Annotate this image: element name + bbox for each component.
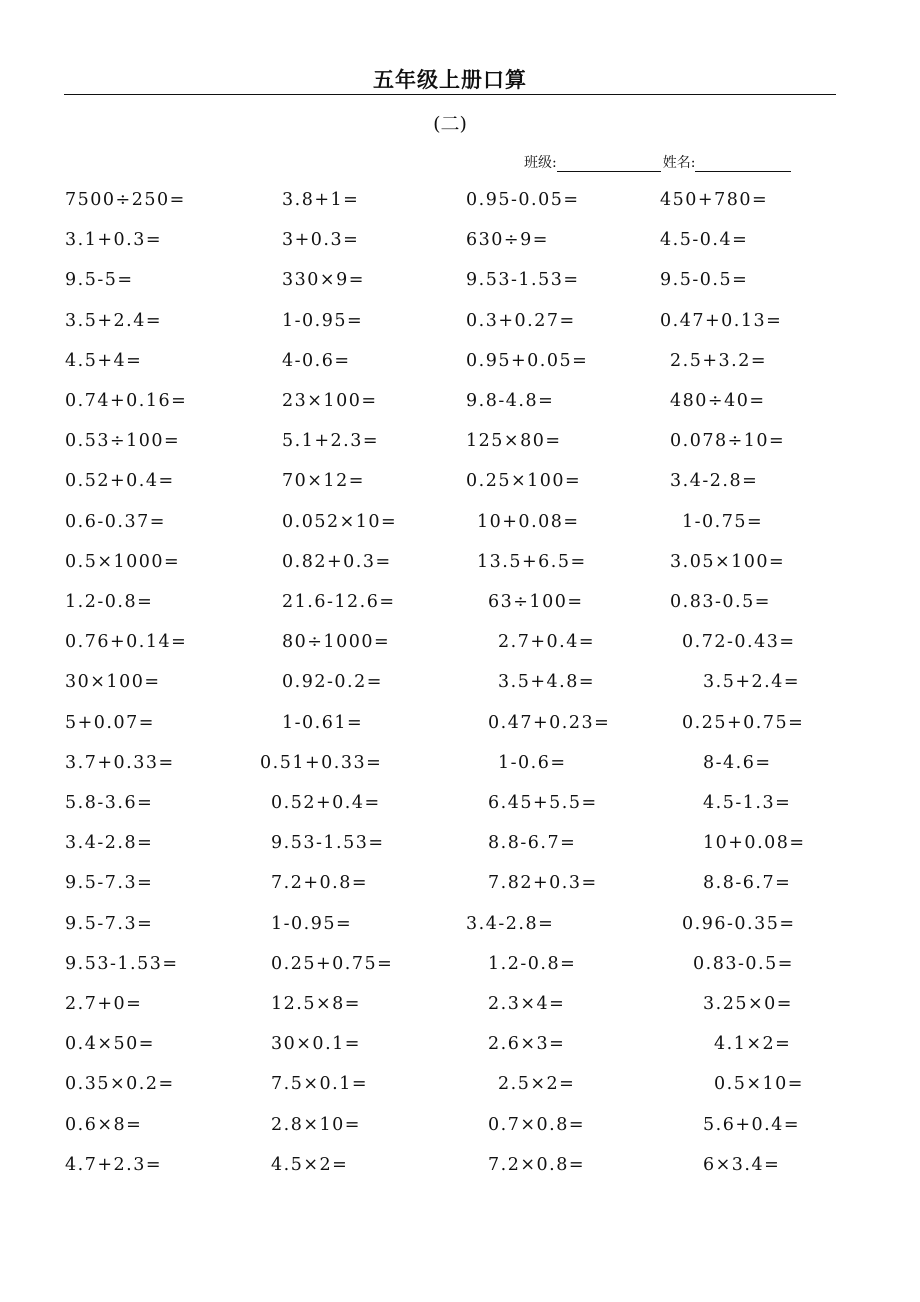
problem-r12-c3: 2.7+0.4= — [498, 632, 595, 653]
problem-r21-c3: 2.3×4= — [488, 994, 566, 1014]
problem-r18-c1: 9.5-7.3= — [65, 873, 154, 894]
problem-r23-c1: 0.35×0.2= — [65, 1074, 175, 1095]
problem-r20-c2: 0.25+0.75= — [271, 953, 394, 974]
problem-r7-c4: 0.078÷10= — [670, 431, 786, 452]
problem-r7-c3: 125×80= — [466, 431, 562, 452]
problem-r2-c1: 3.1+0.3= — [65, 230, 162, 251]
problem-r1-c2: 3.8+1= — [282, 190, 360, 210]
problem-r24-c4: 5.6+0.4= — [703, 1114, 800, 1135]
problem-r10-c1: 0.5×1000= — [65, 551, 181, 572]
problem-r3-c1: 9.5-5= — [65, 270, 134, 291]
problem-r6-c1: 0.74+0.16= — [65, 391, 188, 411]
problem-r5-c4: 2.5+3.2= — [670, 350, 767, 371]
problem-r4-c3: 0.3+0.27= — [466, 310, 576, 331]
problem-r24-c3: 0.7×0.8= — [488, 1114, 585, 1135]
problem-r3-c2: 330×9= — [282, 270, 365, 291]
problem-r15-c4: 8-4.6= — [703, 752, 772, 773]
problem-r2-c4: 4.5-0.4= — [660, 230, 749, 251]
page-title: 五年级上册口算 — [373, 67, 527, 92]
problem-r6-c4: 480÷40= — [670, 391, 766, 411]
problem-r11-c3: 63÷100= — [488, 592, 584, 612]
problem-r10-c2: 0.82+0.3= — [282, 551, 392, 572]
class-label: 班级: — [524, 155, 557, 171]
problem-r21-c1: 2.7+0= — [65, 994, 143, 1014]
problem-r9-c4: 1-0.75= — [682, 511, 764, 532]
problem-r18-c2: 7.2+0.8= — [271, 873, 368, 894]
problem-r10-c3: 13.5+6.5= — [477, 551, 587, 572]
name-label: 姓名: — [662, 155, 696, 171]
problem-r8-c4: 3.4-2.8= — [670, 471, 759, 492]
problem-r17-c2: 9.53-1.53= — [271, 833, 385, 854]
problem-r16-c1: 5.8-3.6= — [65, 793, 154, 813]
problem-r18-c4: 8.8-6.7= — [703, 873, 792, 894]
problem-r11-c2: 21.6-12.6= — [282, 592, 396, 612]
problem-r13-c4: 3.5+2.4= — [703, 672, 800, 693]
problem-r19-c3: 3.4-2.8= — [466, 913, 555, 934]
problem-r1-c3: 0.95-0.05= — [466, 190, 580, 210]
problem-r3-c3: 9.53-1.53= — [466, 270, 580, 291]
problem-r4-c2: 1-0.95= — [282, 310, 364, 331]
problem-r20-c3: 1.2-0.8= — [488, 953, 577, 974]
problem-r11-c4: 0.83-0.5= — [670, 592, 771, 612]
problem-r2-c3: 630÷9= — [466, 230, 549, 251]
problem-r3-c4: 9.5-0.5= — [660, 270, 749, 291]
problem-r25-c1: 4.7+2.3= — [65, 1154, 162, 1175]
problem-r22-c4: 4.1×2= — [714, 1034, 792, 1055]
problem-r9-c2: 0.052×10= — [282, 511, 398, 532]
problem-r15-c2: 0.51+0.33= — [260, 752, 383, 773]
problem-r8-c3: 0.25×100= — [466, 471, 582, 492]
problem-r16-c3: 6.45+5.5= — [488, 793, 598, 813]
problem-r14-c3: 0.47+0.23= — [488, 712, 611, 733]
problem-r14-c1: 5+0.07= — [65, 712, 155, 733]
problem-r4-c4: 0.47+0.13= — [660, 310, 783, 331]
problem-r25-c3: 7.2×0.8= — [488, 1154, 585, 1175]
problem-r7-c1: 0.53÷100= — [65, 431, 181, 452]
problem-r13-c2: 0.92-0.2= — [282, 672, 383, 693]
problem-r25-c4: 6×3.4= — [703, 1154, 781, 1175]
problem-r12-c1: 0.76+0.14= — [65, 632, 188, 653]
problem-r1-c4: 450+780= — [660, 190, 769, 210]
problem-r19-c4: 0.96-0.35= — [682, 913, 796, 934]
problem-r9-c3: 10+0.08= — [477, 511, 580, 532]
problem-r18-c3: 7.82+0.3= — [488, 873, 598, 894]
problem-r21-c4: 3.25×0= — [703, 994, 793, 1014]
problem-r15-c1: 3.7+0.33= — [65, 752, 175, 773]
problem-r5-c3: 0.95+0.05= — [466, 350, 589, 371]
problem-r6-c2: 23×100= — [282, 391, 378, 411]
problem-r22-c3: 2.6×3= — [488, 1034, 566, 1055]
problem-r1-c1: 7500÷250= — [65, 190, 186, 210]
problem-r23-c2: 7.5×0.1= — [271, 1074, 368, 1095]
problem-r14-c2: 1-0.61= — [282, 712, 364, 733]
problem-r17-c3: 8.8-6.7= — [488, 833, 577, 854]
page-subtitle: (二) — [433, 113, 467, 135]
problem-r16-c2: 0.52+0.4= — [271, 793, 381, 813]
problem-r19-c1: 9.5-7.3= — [65, 913, 154, 934]
problem-r17-c1: 3.4-2.8= — [65, 833, 154, 854]
problem-r6-c3: 9.8-4.8= — [466, 391, 555, 411]
problem-r22-c2: 30×0.1= — [271, 1034, 361, 1055]
problem-r16-c4: 4.5-1.3= — [703, 793, 792, 813]
problem-r2-c2: 3+0.3= — [282, 230, 360, 251]
problem-r25-c2: 4.5×2= — [271, 1154, 349, 1175]
problem-r24-c1: 0.6×8= — [65, 1114, 143, 1135]
problem-r17-c4: 10+0.08= — [703, 833, 806, 854]
problem-r14-c4: 0.25+0.75= — [682, 712, 805, 733]
problem-r23-c4: 0.5×10= — [714, 1074, 804, 1095]
problem-r13-c3: 3.5+4.8= — [498, 672, 595, 693]
problem-r7-c2: 5.1+2.3= — [282, 431, 379, 452]
problem-r5-c1: 4.5+4= — [65, 350, 143, 371]
problem-r12-c2: 80÷1000= — [282, 632, 391, 653]
problem-r5-c2: 4-0.6= — [282, 350, 351, 371]
problem-r11-c1: 1.2-0.8= — [65, 592, 154, 612]
problem-r19-c2: 1-0.95= — [271, 913, 353, 934]
problem-r23-c3: 2.5×2= — [498, 1074, 576, 1095]
problem-r24-c2: 2.8×10= — [271, 1114, 361, 1135]
problem-r20-c4: 0.83-0.5= — [693, 953, 794, 974]
problem-r15-c3: 1-0.6= — [498, 752, 567, 773]
problem-r10-c4: 3.05×100= — [670, 551, 786, 572]
problem-r4-c1: 3.5+2.4= — [65, 310, 162, 331]
problem-r8-c1: 0.52+0.4= — [65, 471, 175, 492]
problem-r13-c1: 30×100= — [65, 672, 161, 693]
problem-r21-c2: 12.5×8= — [271, 994, 361, 1014]
problem-r9-c1: 0.6-0.37= — [65, 511, 166, 532]
problem-r22-c1: 0.4×50= — [65, 1034, 155, 1055]
problem-r12-c4: 0.72-0.43= — [682, 632, 796, 653]
problem-r20-c1: 9.53-1.53= — [65, 953, 179, 974]
problem-r8-c2: 70×12= — [282, 471, 365, 492]
